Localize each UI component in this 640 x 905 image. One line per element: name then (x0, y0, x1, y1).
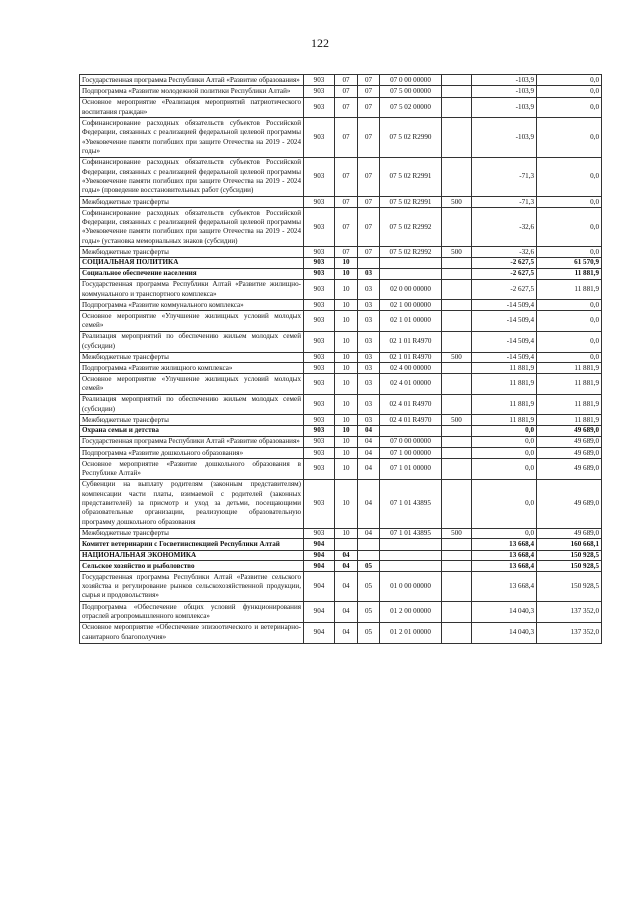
amount-year-2: 0,0 (537, 75, 602, 86)
section-code: 04 (335, 561, 358, 572)
row-name: Межбюджетные трансферты (80, 415, 304, 426)
section-code: 10 (335, 363, 358, 374)
amount-year-1: -32,6 (472, 208, 537, 247)
row-name: Основное мероприятие «Развитие дошкольного образования в Республике Алтай» (80, 459, 304, 480)
section-code: 10 (335, 426, 358, 437)
row-name: Подпрограмма «Развитие дошкольного образования» (80, 448, 304, 459)
amount-year-1: -103,9 (472, 118, 537, 157)
table-row (80, 258, 602, 269)
section-code: 07 (335, 118, 358, 157)
target-article-code (380, 268, 442, 279)
target-article-code: 07 0 00 00000 (380, 75, 442, 86)
admin-code: 903 (304, 331, 335, 352)
table-row (80, 279, 602, 300)
amount-year-2: 0,0 (537, 352, 602, 363)
admin-code: 903 (304, 208, 335, 247)
subsection-code: 03 (358, 268, 380, 279)
section-code: 10 (335, 268, 358, 279)
row-name: Государственная программа Республики Алтай «Развитие образования» (80, 436, 304, 447)
expense-type-code (442, 459, 472, 480)
admin-code: 903 (304, 268, 335, 279)
expense-type-code (442, 602, 472, 623)
row-name: Подпрограмма «Развитие молодежной политики Республики Алтай» (80, 86, 304, 97)
section-code: 04 (335, 550, 358, 561)
amount-year-2: 150 928,5 (537, 561, 602, 572)
table-row (80, 561, 602, 572)
table-row (80, 436, 602, 447)
amount-year-1: -2 627,5 (472, 258, 537, 269)
target-article-code (380, 426, 442, 437)
subsection-code: 04 (358, 448, 380, 459)
table-row (80, 479, 602, 528)
section-code: 10 (335, 374, 358, 395)
target-article-code: 07 5 02 00000 (380, 97, 442, 118)
subsection-code: 03 (358, 331, 380, 352)
amount-year-1: 0,0 (472, 448, 537, 459)
amount-year-1: -71,3 (472, 197, 537, 208)
expense-type-code (442, 363, 472, 374)
admin-code: 903 (304, 258, 335, 269)
target-article-code: 07 1 00 00000 (380, 448, 442, 459)
amount-year-2: 49 689,0 (537, 528, 602, 539)
expense-type-code: 500 (442, 415, 472, 426)
target-article-code: 07 5 02 R2991 (380, 157, 442, 196)
target-article-code (380, 258, 442, 269)
expense-type-code (442, 258, 472, 269)
amount-year-2: 0,0 (537, 157, 602, 196)
section-code: 07 (335, 247, 358, 258)
table-row (80, 247, 602, 258)
subsection-code: 03 (358, 311, 380, 332)
amount-year-2: 49 689,0 (537, 448, 602, 459)
amount-year-1: 0,0 (472, 426, 537, 437)
amount-year-1: 0,0 (472, 479, 537, 528)
amount-year-1: 13 668,4 (472, 561, 537, 572)
amount-year-1: 0,0 (472, 459, 537, 480)
row-name: Основное мероприятие «Улучшение жилищных условий молодых семей» (80, 374, 304, 395)
admin-code: 903 (304, 415, 335, 426)
amount-year-2: 150 928,5 (537, 550, 602, 561)
admin-code: 903 (304, 86, 335, 97)
section-code: 04 (335, 622, 358, 643)
row-name: Подпрограмма «Развитие жилищного комплекса» (80, 363, 304, 374)
amount-year-2: 11 881,9 (537, 374, 602, 395)
admin-code: 903 (304, 363, 335, 374)
row-name: Социальное обеспечение населения (80, 268, 304, 279)
table-row (80, 528, 602, 539)
admin-code: 903 (304, 75, 335, 86)
table-row (80, 426, 602, 437)
amount-year-2: 11 881,9 (537, 279, 602, 300)
amount-year-1: 14 040,3 (472, 602, 537, 623)
row-name: СОЦИАЛЬНАЯ ПОЛИТИКА (80, 258, 304, 269)
amount-year-1: -2 627,5 (472, 268, 537, 279)
section-code: 07 (335, 157, 358, 196)
admin-code: 903 (304, 97, 335, 118)
expense-type-code (442, 561, 472, 572)
target-article-code: 07 1 01 00000 (380, 459, 442, 480)
target-article-code (380, 550, 442, 561)
expense-type-code (442, 426, 472, 437)
subsection-code: 04 (358, 528, 380, 539)
target-article-code: 02 4 01 00000 (380, 374, 442, 395)
amount-year-2: 11 881,9 (537, 268, 602, 279)
amount-year-1: 11 881,9 (472, 415, 537, 426)
subsection-code: 07 (358, 208, 380, 247)
amount-year-2: 160 668,1 (537, 539, 602, 550)
subsection-code (358, 258, 380, 269)
expense-type-code (442, 157, 472, 196)
admin-code: 903 (304, 197, 335, 208)
section-code: 10 (335, 394, 358, 415)
amount-year-1: 13 668,4 (472, 550, 537, 561)
row-name: Сельское хозяйство и рыболовство (80, 561, 304, 572)
subsection-code: 07 (358, 86, 380, 97)
admin-code: 904 (304, 622, 335, 643)
table-row (80, 268, 602, 279)
admin-code: 903 (304, 479, 335, 528)
amount-year-1: -103,9 (472, 97, 537, 118)
subsection-code (358, 539, 380, 550)
target-article-code: 02 1 01 R4970 (380, 352, 442, 363)
admin-code: 903 (304, 426, 335, 437)
amount-year-1: -32,6 (472, 247, 537, 258)
amount-year-1: 14 040,3 (472, 622, 537, 643)
expense-type-code (442, 622, 472, 643)
amount-year-1: 13 668,4 (472, 572, 537, 602)
table-row (80, 374, 602, 395)
admin-code: 904 (304, 539, 335, 550)
expense-type-code (442, 394, 472, 415)
table-row (80, 352, 602, 363)
section-code: 04 (335, 572, 358, 602)
row-name: Основное мероприятие «Обеспечение эпизоотического и ветеринарно-санитарного благополучия» (80, 622, 304, 643)
table-row (80, 157, 602, 196)
section-code: 04 (335, 602, 358, 623)
budget-table-body (80, 75, 602, 644)
row-name: Подпрограмма «Обеспечение общих условий функционирования отраслей агропромышленного комплекса» (80, 602, 304, 623)
subsection-code: 07 (358, 247, 380, 258)
subsection-code (358, 550, 380, 561)
amount-year-2: 0,0 (537, 118, 602, 157)
target-article-code: 07 5 02 R2992 (380, 208, 442, 247)
amount-year-2: 49 689,0 (537, 436, 602, 447)
target-article-code: 02 1 01 00000 (380, 311, 442, 332)
row-name: Субвенции на выплату родителям (законным представителям) компенсации части платы, взимаемой с родителей (законных представителей) за присмотр и уход за детьми, посещающими образовательные организации, реализующие образовательную программу дошкольного образования (80, 479, 304, 528)
table-row (80, 448, 602, 459)
expense-type-code (442, 448, 472, 459)
target-article-code: 02 0 00 00000 (380, 279, 442, 300)
section-code: 10 (335, 352, 358, 363)
expense-type-code (442, 279, 472, 300)
amount-year-1: -103,9 (472, 86, 537, 97)
amount-year-2: 49 689,0 (537, 426, 602, 437)
table-row (80, 572, 602, 602)
row-name: Охрана семьи и детства (80, 426, 304, 437)
amount-year-2: 137 352,0 (537, 602, 602, 623)
admin-code: 904 (304, 561, 335, 572)
row-name: Основное мероприятие «Улучшение жилищных условий молодых семей» (80, 311, 304, 332)
expense-type-code (442, 118, 472, 157)
expense-type-code (442, 75, 472, 86)
target-article-code: 07 5 02 R2990 (380, 118, 442, 157)
expense-type-code: 500 (442, 352, 472, 363)
subsection-code: 03 (358, 363, 380, 374)
section-code: 10 (335, 415, 358, 426)
subsection-code: 03 (358, 279, 380, 300)
table-row (80, 311, 602, 332)
admin-code: 903 (304, 528, 335, 539)
section-code: 07 (335, 75, 358, 86)
amount-year-2: 0,0 (537, 97, 602, 118)
row-name: Подпрограмма «Развитие коммунального комплекса» (80, 300, 304, 311)
admin-code: 903 (304, 436, 335, 447)
amount-year-2: 0,0 (537, 331, 602, 352)
row-name: Реализация мероприятий по обеспечению жильем молодых семей (субсидии) (80, 331, 304, 352)
amount-year-1: -14 509,4 (472, 352, 537, 363)
admin-code: 903 (304, 118, 335, 157)
row-name: Софинансирование расходных обязательств субъектов Российской Федерации, связанных с реализацией федеральной целевой программы «Увековечение памяти погибших при защите Отечества на 2019 - 2024 годы» (80, 118, 304, 157)
amount-year-1: 11 881,9 (472, 363, 537, 374)
target-article-code: 02 4 00 00000 (380, 363, 442, 374)
expense-type-code (442, 268, 472, 279)
amount-year-2: 137 352,0 (537, 622, 602, 643)
row-name: Государственная программа Республики Алтай «Развитие жилищно-коммунального и транспортного комплекса» (80, 279, 304, 300)
row-name: Государственная программа Республики Алтай «Развитие образования» (80, 75, 304, 86)
expense-type-code: 500 (442, 197, 472, 208)
budget-table (79, 74, 602, 644)
expense-type-code (442, 550, 472, 561)
subsection-code: 07 (358, 75, 380, 86)
subsection-code: 03 (358, 394, 380, 415)
amount-year-2: 11 881,9 (537, 415, 602, 426)
row-name: Софинансирование расходных обязательств субъектов Российской Федерации, связанных с реализацией федеральной целевой программы «Увековечение памяти погибших при защите Отечества на 2019 - 2024 годы» (установка мемориальных знаков (субсидии) (80, 208, 304, 247)
section-code: 10 (335, 448, 358, 459)
section-code: 10 (335, 528, 358, 539)
amount-year-2: 49 689,0 (537, 459, 602, 480)
row-name: Межбюджетные трансферты (80, 528, 304, 539)
subsection-code: 07 (358, 157, 380, 196)
table-row (80, 415, 602, 426)
admin-code: 903 (304, 157, 335, 196)
section-code: 10 (335, 258, 358, 269)
expense-type-code (442, 331, 472, 352)
table-row (80, 118, 602, 157)
row-name: Государственная программа Республики Алтай «Развитие сельского хозяйства и регулирование рынков сельскохозяйственной продукции, сырья и продовольствия» (80, 572, 304, 602)
target-article-code: 01 0 00 00000 (380, 572, 442, 602)
section-code: 10 (335, 311, 358, 332)
amount-year-2: 0,0 (537, 300, 602, 311)
amount-year-1: -2 627,5 (472, 279, 537, 300)
expense-type-code (442, 479, 472, 528)
table-row (80, 197, 602, 208)
admin-code: 903 (304, 374, 335, 395)
expense-type-code (442, 86, 472, 97)
expense-type-code: 500 (442, 528, 472, 539)
expense-type-code (442, 97, 472, 118)
table-row (80, 300, 602, 311)
amount-year-1: 0,0 (472, 528, 537, 539)
table-row (80, 86, 602, 97)
table-row (80, 459, 602, 480)
admin-code: 903 (304, 279, 335, 300)
table-row (80, 394, 602, 415)
admin-code: 903 (304, 247, 335, 258)
amount-year-1: -14 509,4 (472, 300, 537, 311)
table-row (80, 75, 602, 86)
section-code: 07 (335, 86, 358, 97)
target-article-code: 07 5 02 R2992 (380, 247, 442, 258)
subsection-code: 03 (358, 415, 380, 426)
amount-year-2: 11 881,9 (537, 363, 602, 374)
amount-year-2: 150 928,5 (537, 572, 602, 602)
row-name: Межбюджетные трансферты (80, 247, 304, 258)
admin-code: 903 (304, 394, 335, 415)
expense-type-code (442, 300, 472, 311)
section-code: 10 (335, 436, 358, 447)
target-article-code: 07 5 02 R2991 (380, 197, 442, 208)
section-code: 10 (335, 459, 358, 480)
table-row (80, 363, 602, 374)
section-code: 10 (335, 300, 358, 311)
subsection-code: 07 (358, 118, 380, 157)
amount-year-1: -14 509,4 (472, 311, 537, 332)
amount-year-2: 11 881,9 (537, 394, 602, 415)
admin-code: 904 (304, 550, 335, 561)
section-code: 07 (335, 197, 358, 208)
amount-year-1: 11 881,9 (472, 394, 537, 415)
page-number: 122 (311, 36, 329, 50)
section-code: 10 (335, 279, 358, 300)
amount-year-2: 0,0 (537, 197, 602, 208)
expense-type-code (442, 572, 472, 602)
amount-year-1: 0,0 (472, 436, 537, 447)
section-code: 10 (335, 479, 358, 528)
admin-code: 903 (304, 300, 335, 311)
amount-year-2: 0,0 (537, 86, 602, 97)
expense-type-code (442, 374, 472, 395)
table-row (80, 550, 602, 561)
target-article-code: 01 2 01 00000 (380, 622, 442, 643)
table-row (80, 208, 602, 247)
admin-code: 903 (304, 448, 335, 459)
subsection-code: 03 (358, 300, 380, 311)
amount-year-2: 0,0 (537, 208, 602, 247)
amount-year-2: 49 689,0 (537, 479, 602, 528)
row-name: НАЦИОНАЛЬНАЯ ЭКОНОМИКА (80, 550, 304, 561)
table-row (80, 602, 602, 623)
admin-code: 904 (304, 572, 335, 602)
amount-year-2: 0,0 (537, 311, 602, 332)
table-row (80, 97, 602, 118)
subsection-code: 05 (358, 561, 380, 572)
row-name: Комитет ветеринарии с Госветинспекцией Республики Алтай (80, 539, 304, 550)
row-name: Реализация мероприятий по обеспечению жильем молодых семей (субсидии) (80, 394, 304, 415)
amount-year-1: -103,9 (472, 75, 537, 86)
expense-type-code (442, 311, 472, 332)
admin-code: 903 (304, 459, 335, 480)
amount-year-1: -14 509,4 (472, 331, 537, 352)
table-row (80, 539, 602, 550)
admin-code: 903 (304, 352, 335, 363)
expense-type-code (442, 539, 472, 550)
row-name: Межбюджетные трансферты (80, 197, 304, 208)
subsection-code: 03 (358, 352, 380, 363)
table-row (80, 331, 602, 352)
row-name: Софинансирование расходных обязательств субъектов Российской Федерации, связанных с реализацией федеральной целевой программы «Увековечение памяти погибших при защите Отечества на 2019 - 2024 годы» (проведение восстановительных работ (субсидии) (80, 157, 304, 196)
table-row (80, 622, 602, 643)
expense-type-code (442, 208, 472, 247)
row-name: Основное мероприятие «Реализация мероприятий патриотического воспитания граждан» (80, 97, 304, 118)
target-article-code: 02 4 01 R4970 (380, 415, 442, 426)
subsection-code: 07 (358, 197, 380, 208)
amount-year-1: 13 668,4 (472, 539, 537, 550)
subsection-code: 04 (358, 479, 380, 528)
section-code: 07 (335, 97, 358, 118)
section-code: 10 (335, 331, 358, 352)
subsection-code: 05 (358, 622, 380, 643)
subsection-code: 03 (358, 374, 380, 395)
expense-type-code (442, 436, 472, 447)
amount-year-2: 0,0 (537, 247, 602, 258)
target-article-code: 07 1 01 43895 (380, 479, 442, 528)
target-article-code: 02 1 00 00000 (380, 300, 442, 311)
subsection-code: 05 (358, 602, 380, 623)
expense-type-code: 500 (442, 247, 472, 258)
section-code: 07 (335, 208, 358, 247)
admin-code: 903 (304, 311, 335, 332)
target-article-code: 02 1 01 R4970 (380, 331, 442, 352)
amount-year-1: 11 881,9 (472, 374, 537, 395)
section-code (335, 539, 358, 550)
amount-year-2: 61 570,9 (537, 258, 602, 269)
target-article-code: 02 4 01 R4970 (380, 394, 442, 415)
subsection-code: 05 (358, 572, 380, 602)
target-article-code: 01 2 00 00000 (380, 602, 442, 623)
target-article-code: 07 0 00 00000 (380, 436, 442, 447)
subsection-code: 04 (358, 436, 380, 447)
amount-year-1: -71,3 (472, 157, 537, 196)
subsection-code: 07 (358, 97, 380, 118)
subsection-code: 04 (358, 459, 380, 480)
target-article-code: 07 1 01 43895 (380, 528, 442, 539)
target-article-code (380, 539, 442, 550)
target-article-code: 07 5 00 00000 (380, 86, 442, 97)
admin-code: 904 (304, 602, 335, 623)
subsection-code: 04 (358, 426, 380, 437)
row-name: Межбюджетные трансферты (80, 352, 304, 363)
target-article-code (380, 561, 442, 572)
